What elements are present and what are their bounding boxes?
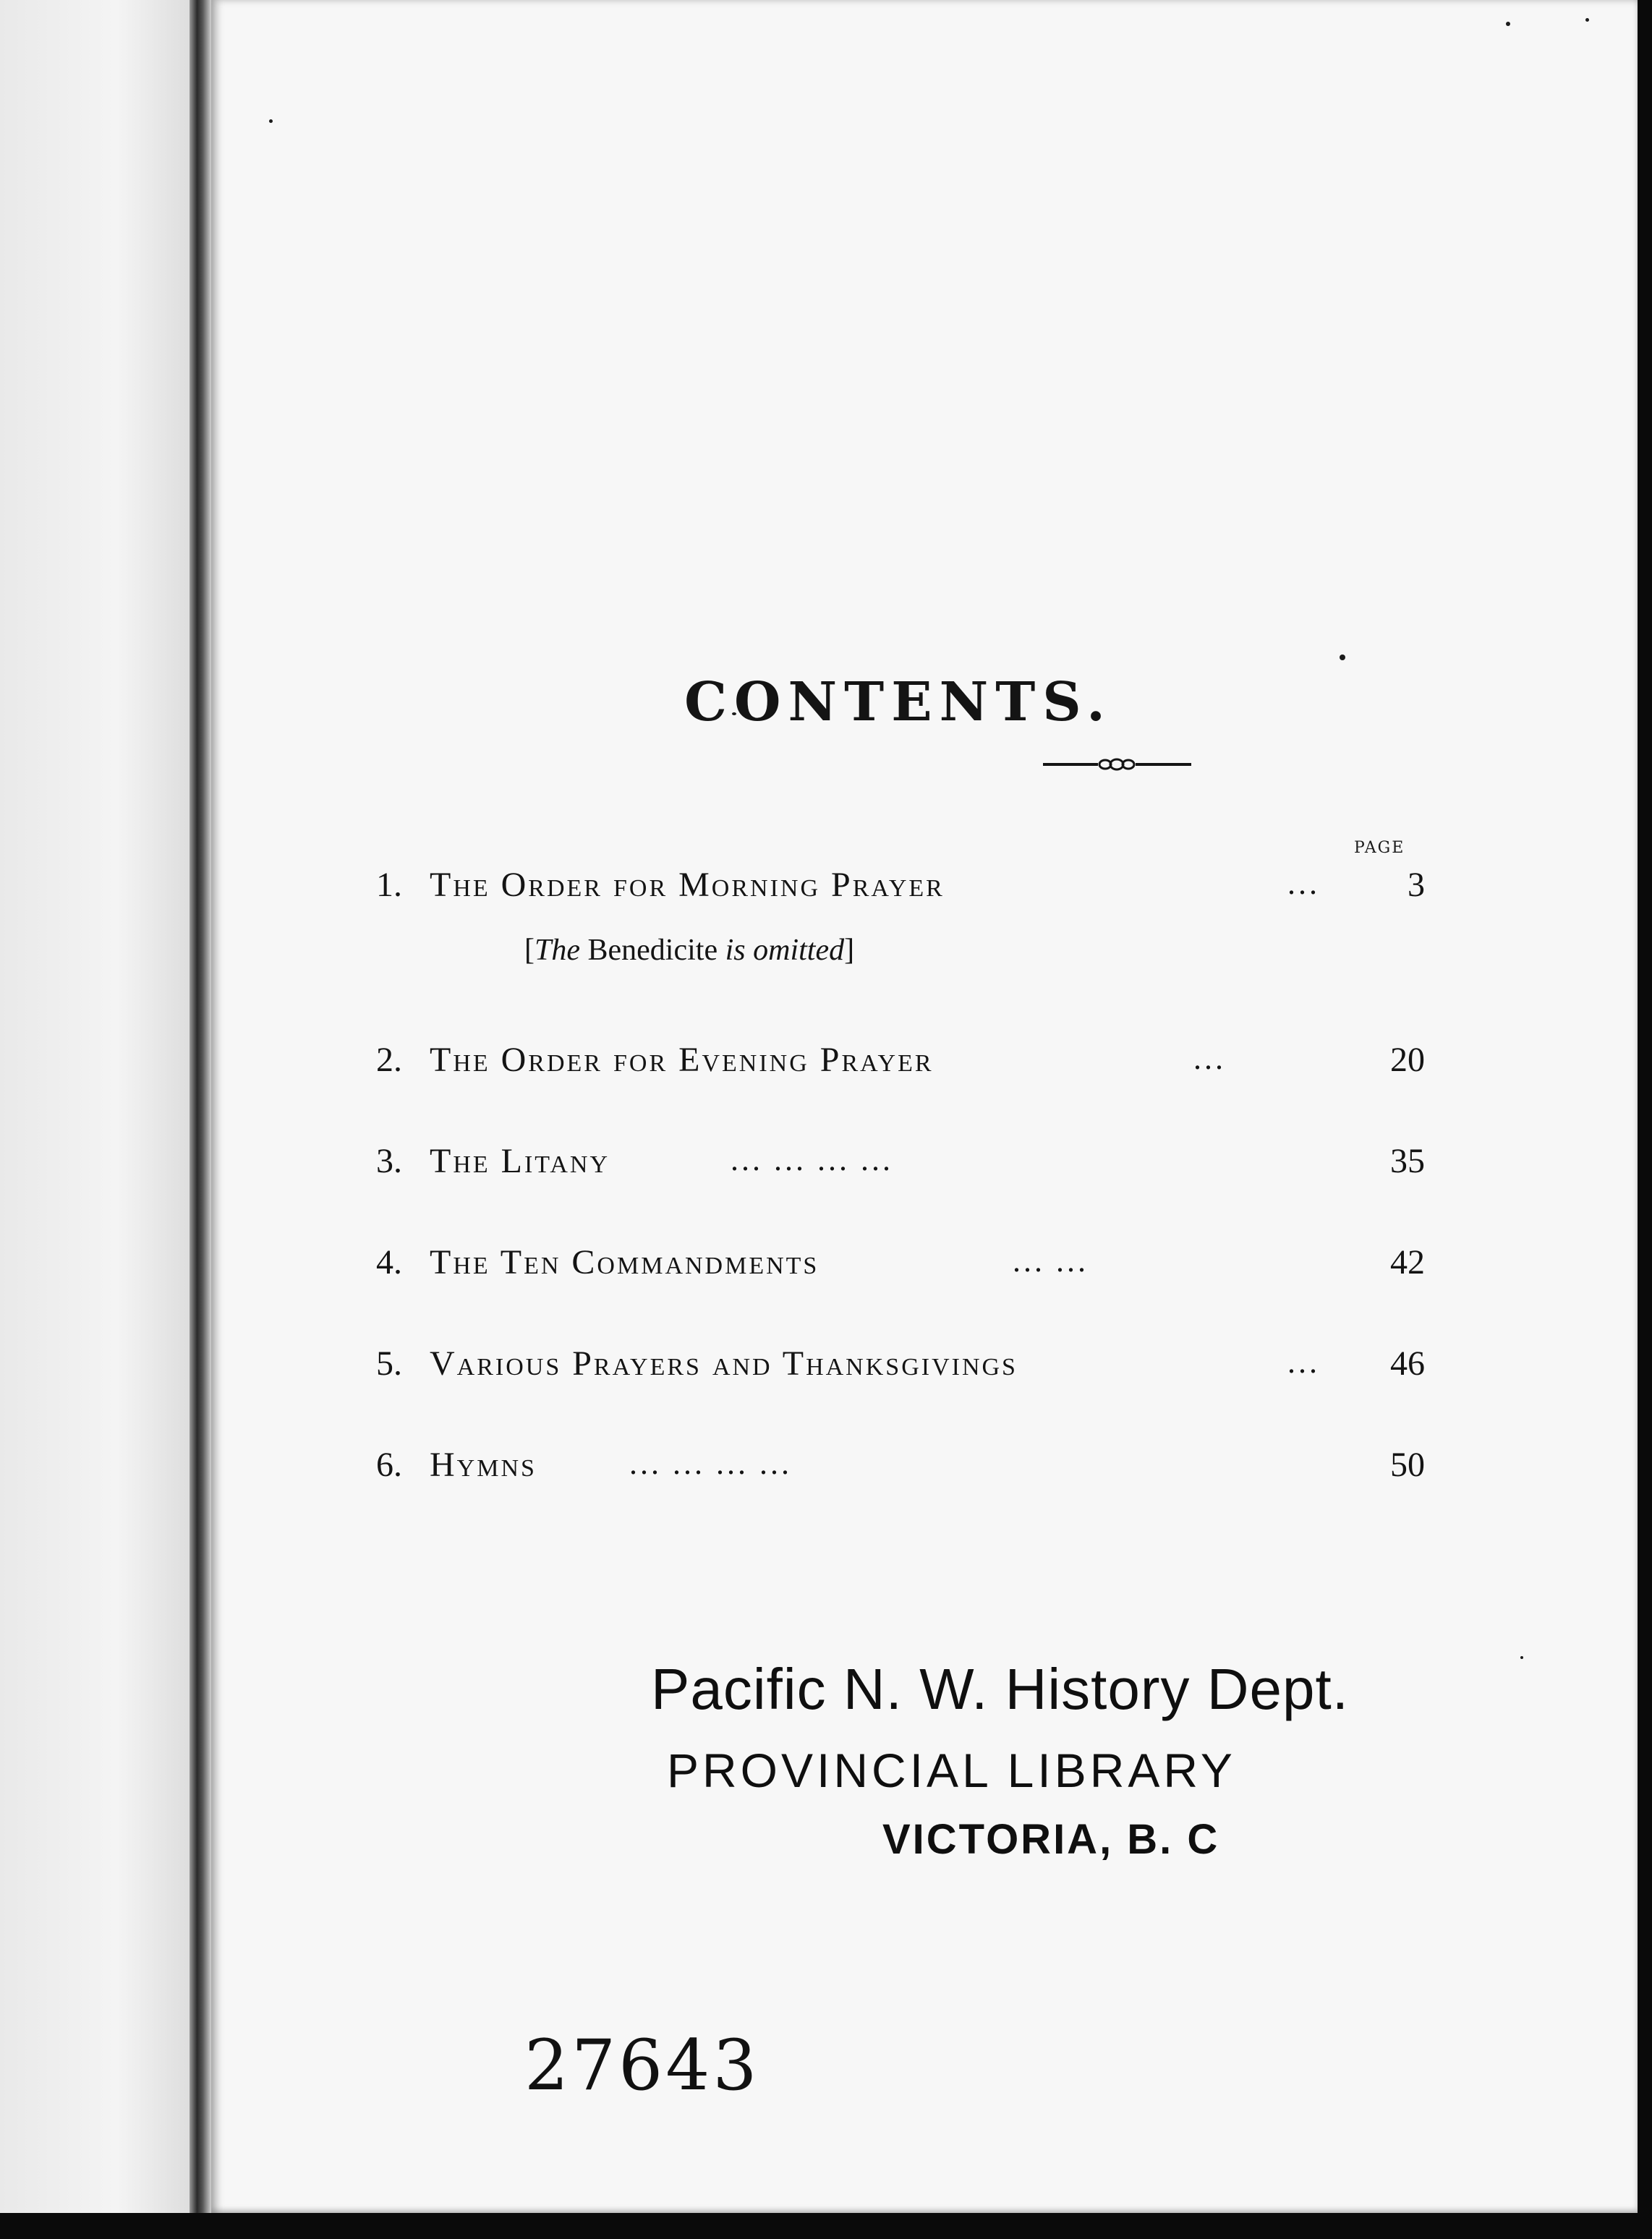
entry-page-number: 42 [1390, 1243, 1425, 1281]
benedicite-note [524, 933, 854, 968]
entry-page-number: 50 [1390, 1446, 1425, 1484]
note-italic-the: The [535, 934, 580, 967]
entry-page-number: 35 [1390, 1142, 1425, 1180]
dot-leader: ... [1287, 866, 1320, 901]
library-stamp-line-3: VICTORIA, B. C [882, 1816, 1220, 1863]
entry-page-number: 46 [1390, 1344, 1425, 1383]
entry-number: 2. [376, 1041, 402, 1079]
scan-speck [1520, 1656, 1523, 1659]
entry-page-number: 3 [1408, 866, 1425, 904]
note-bracket-close: ] [844, 934, 855, 967]
scan-border-bottom [0, 2213, 1652, 2239]
contents-entry-litany [376, 1141, 1425, 1192]
contents-entry-ten-commandments [376, 1242, 1425, 1293]
entry-title: Hymns [430, 1446, 537, 1484]
entry-title: The Order for Morning Prayer [430, 866, 945, 904]
entry-page-number: 20 [1390, 1041, 1425, 1079]
dot-leader: ... [1193, 1041, 1226, 1076]
page-title: CONTENTS. [684, 670, 1112, 733]
entry-number: 3. [376, 1142, 402, 1180]
entry-title: The Litany [430, 1142, 610, 1180]
dot-leader: ... ... ... ... [731, 1142, 893, 1177]
entry-number: 6. [376, 1446, 402, 1484]
contents-entry-prayers-thanksgivings [376, 1344, 1425, 1394]
scan-speck [269, 119, 273, 123]
entry-number: 4. [376, 1243, 402, 1281]
dot-leader: ... [1287, 1344, 1320, 1380]
entry-title: The Ten Commandments [430, 1243, 819, 1281]
entry-number: 5. [376, 1344, 402, 1383]
contents-entry-evening-prayer [376, 1040, 1425, 1091]
dot-leader: ... ... ... ... [629, 1446, 792, 1481]
note-bracket-open: [ [524, 934, 535, 967]
entry-title: The Order for Evening Prayer [430, 1041, 934, 1079]
scan-border-right [1638, 0, 1652, 2239]
note-italic-omitted: is omitted [725, 934, 845, 967]
note-benedicite: Benedicite [580, 934, 725, 967]
page-column-header: PAGE [1354, 839, 1405, 857]
scan-speck [1506, 22, 1510, 26]
library-stamp-line-2: PROVINCIAL LIBRARY [667, 1744, 1236, 1797]
book-gutter [190, 0, 211, 2213]
facing-page [0, 0, 195, 2220]
contents-entry-morning-prayer [376, 865, 1425, 916]
scan-speck [1340, 654, 1345, 660]
scan-speck [1585, 18, 1589, 22]
accession-number: 27643 [524, 2025, 760, 2106]
contents-page [211, 0, 1638, 2214]
entry-number: 1. [376, 866, 402, 904]
entry-title: Various Prayers and Thanksgivings [430, 1344, 1018, 1383]
contents-entry-hymns [376, 1445, 1425, 1496]
library-stamp-line-1: Pacific N. W. History Dept. [651, 1657, 1349, 1721]
dot-leader: ... ... [1013, 1243, 1089, 1279]
title-ornament [1043, 754, 1191, 775]
